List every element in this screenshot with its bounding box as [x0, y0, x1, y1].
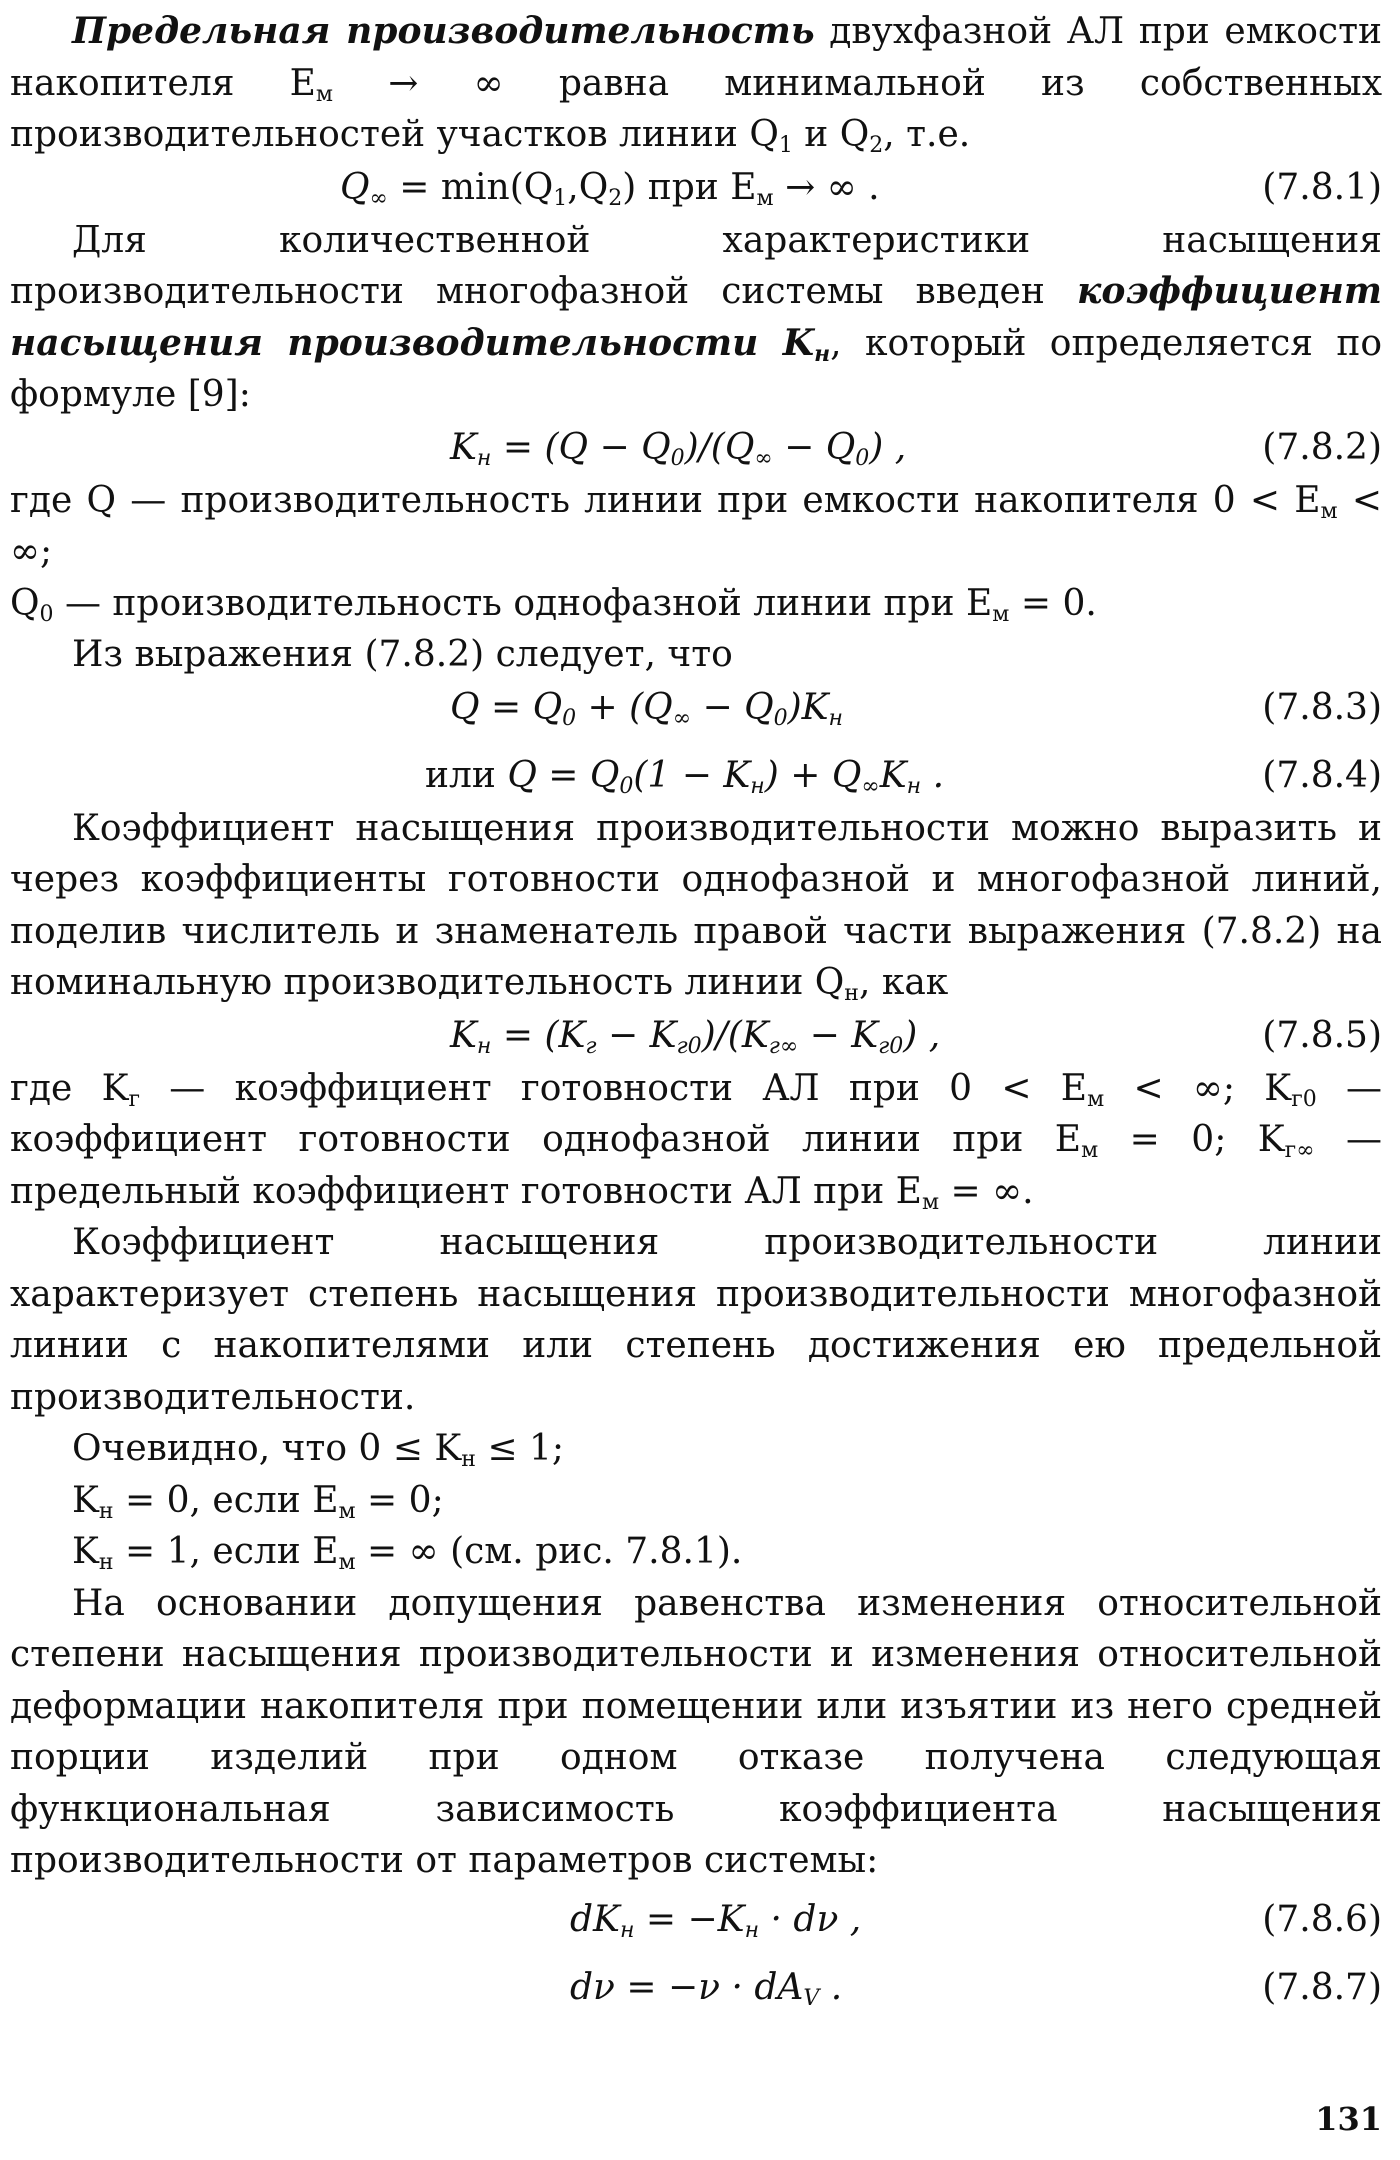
term-limit-productivity: Предельная производительность [72, 10, 815, 52]
condition-line-1: Очевидно, что $0 \le K_н \le 1$; [72, 1428, 565, 1472]
paragraph-3b: $Q_0$ — производительность однофазной линии при $E_м = 0$. [10, 582, 1097, 627]
equation-7-8-7: $d\nu = -\nu \cdot dA_V$ . (7.8.7) [10, 1961, 1382, 2015]
equation-number: (7.8.1) [1262, 166, 1382, 208]
equation-7-8-2: $K_н = (Q - Q_0)/(Q_\infty - Q_0)$ , (7.8.2) [10, 421, 1382, 475]
paragraph-5: Коэффициент насыщения производительности можно выразить и через коэффициенты готовности однофазной и многофазной линий, поделив числитель и знаменатель правой части выражения (7.8.2) на номинальную производительность линии $Q_н$, как [10, 807, 1382, 1006]
equation-7-8-4: или $Q = Q_0(1 - K_н) + Q_\infty K_н$ . (7.8.4) [10, 749, 1382, 803]
equation-7-8-1: $Q_\infty = \min(Q_1,Q_2)$ при $E_м$ → ∞ . (7.8.1) [10, 161, 1382, 215]
document-page [10, 6, 1382, 2015]
condition-line-2: $K_н = 0$, если $E_м = 0$; [72, 1479, 444, 1524]
equation-number: (7.8.6) [1262, 1898, 1382, 1940]
equation-7-8-6: $dK_н = -K_н \cdot d\nu$ , (7.8.6) [10, 1893, 1382, 1947]
equation-7-8-5: $K_н = (K_г - K_{г0})/(K_{г\infty} - K_{г0})$ , (7.8.5) [10, 1009, 1382, 1063]
equation-number: (7.8.7) [1262, 1966, 1382, 2008]
equation-number: (7.8.2) [1262, 426, 1382, 468]
paragraph-7: Коэффициент насыщения производительности линии характеризует степень насыщения производительности многофазной линии с накопителями или степень достижения ею предельной производительности. [10, 1222, 1382, 1418]
paragraph-1: Предельная производительность двухфазной АЛ при емкости накопителя $E_м$ → ∞ равна минимальной из собственных производительностей участков линии $Q_1$ и $Q_2$, т.е. [10, 10, 1382, 158]
paragraph-6: где $K_г$ — коэффициент готовности АЛ при $0 < E_м$ < ∞; $K_{г0}$ — коэффициент готовности однофазной линии при $E_м = 0$; $K_{г\infty}$ — предельный коэффициент готовности АЛ при $E_м$ = ∞. [10, 1067, 1382, 1215]
paragraph-4: Из выражения (7.8.2) следует, что [72, 634, 733, 675]
equation-number: (7.8.5) [1262, 1014, 1382, 1056]
condition-line-3: $K_н = 1$, если $E_м$ = ∞ (см. рис. 7.8.1). [72, 1531, 743, 1575]
paragraph-8: На основании допущения равенства изменения относительной степени насыщения производительности и изменения относительной деформации накопителя при помещении или изъятии из него средней порции изделий при одном отказе получена следующая функциональная зависимость коэффициента насыщения производительности от параметров системы: [10, 1582, 1382, 1881]
equation-7-8-3: $Q = Q_0 + (Q_\infty - Q_0)K_н$ (7.8.3) [10, 681, 1382, 735]
equation-number: (7.8.4) [1262, 754, 1382, 796]
equation-number: (7.8.3) [1262, 686, 1382, 728]
term-saturation-coefficient: коэффициент насыщения производительности $K_н$ [10, 270, 1382, 367]
paragraph-3: где Q — производительность линии при емкости накопителя $0 < E_м$ < ∞; [10, 479, 1382, 572]
paragraph-2: Для количественной характеристики насыщения производительности многофазной системы введен коэффициент насыщения производительности $K_н$, который определяется по формуле [9]: [10, 219, 1383, 415]
page-number: 131 [1315, 2100, 1382, 2138]
